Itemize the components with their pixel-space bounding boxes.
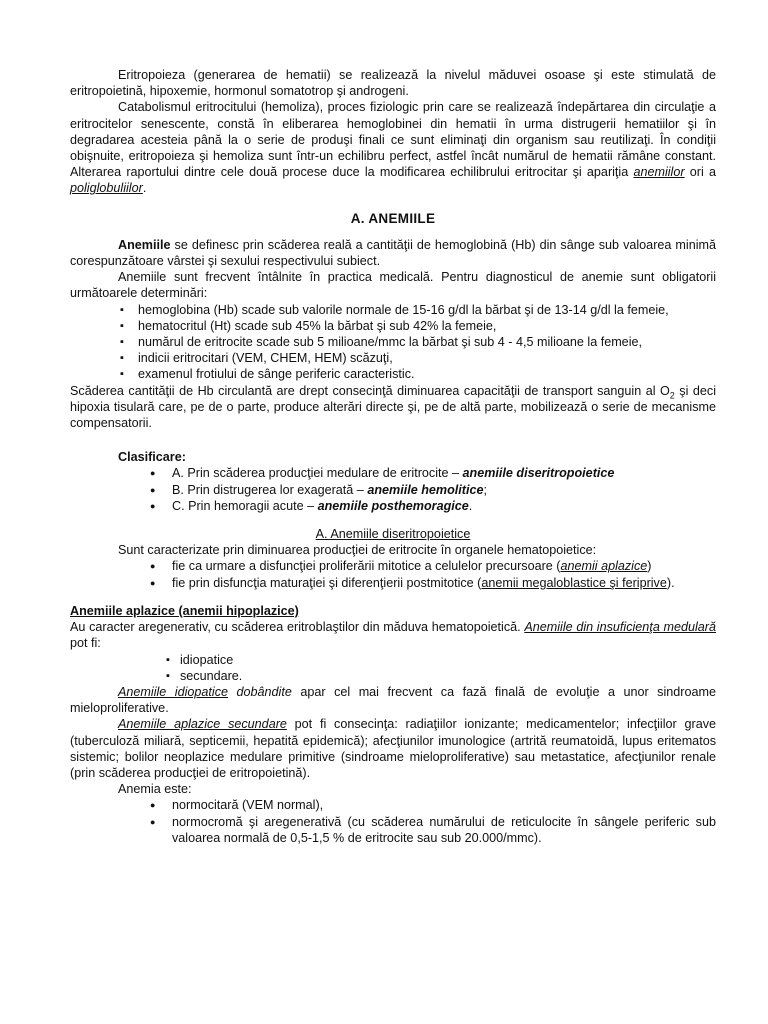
list-item: ▪ hematocritul (Ht) scade sub 45% la bărbat şi sub 42% la femeie, [70, 318, 716, 334]
list-item: ● B. Prin distrugerea lor exagerată – anemiile hemolitice; [70, 482, 716, 498]
aplastic-properties-list [70, 797, 716, 846]
definition-paragraph: Anemiile se definesc prin scăderea reală a cantităţii de hemoglobină (Hb) din sânge sub valoarea minimă corespunzătoare vârstei şi sexului respectivului subiect. [70, 237, 716, 269]
subsection-list [70, 558, 716, 590]
spacer [70, 514, 716, 526]
anemii-link: anemiilor [633, 165, 685, 180]
list-item: ● fie prin disfuncţia maturaţiei şi diferenţierii postmitotice (anemii megaloblastice şi feriprive). [70, 575, 716, 591]
list-item: ● C. Prin hemoragii acute – anemiile posthemoragice. [70, 498, 716, 514]
aplastic-types-list [70, 652, 716, 684]
subsection-intro: Sunt caracterizate prin diminuarea producţiei de eritrocite în organele hematopoietice: [118, 543, 597, 558]
list-item: ▪ secundare. [70, 668, 716, 684]
list-item: ● fie ca urmare a disfuncţiei proliferării mitotice a celulelor precursoare (anemii aplazice) [70, 558, 716, 574]
aplastic-paragraph-1: Au caracter aregenerativ, cu scăderea eritroblaştilor din măduva hematopoietică. Anemiile din insuficienţa medulară pot fi: [70, 620, 717, 651]
hb-paragraph: Scăderea cantităţii de Hb circulantă are drept consecinţă diminuarea capacităţii de transport sanguin al $O_2$ şi deci hipoxia tisulară care, pe de o parte, produce alterări directe şi, pe de altă parte, mobilizează o serie de mecanisme compensatorii. [70, 383, 716, 431]
aplastic-title: Anemiile aplazice (anemii hipoplazice) [70, 603, 299, 618]
aplastic-paragraph-3: Anemiile aplazice secundare pot fi consecinţa: radiaţiilor ionizante; medicamentelor; infecţiilor grave (tuberculoză miliară, septicemii, hepatită epidemică); afecţiunilor imunologice (artrită reumatoidă, lupus eritematos sistemic; bolilor neoplazice medulare primitive (sindroame mieloproliferative) sau metastatice, afecţiunilor renale (prin scăderea producţiei de eritropoietină). [70, 717, 716, 780]
list-item: ● normocromă şi aregenerativă (cu scăderea numărului de reticulocite în sângele periferic sub valoarea normală de 0,5-1,5 % de eritrocite sau sub 20.000/mmc). [70, 814, 716, 846]
aplastic-paragraph-4: Anemia este: [118, 782, 192, 797]
classification-list [70, 465, 716, 514]
list-item: ▪ hemoglobina (Hb) scade sub valorile normale de 15-16 g/dl la bărbat şi de 13-14 g/dl la femeie, [70, 302, 716, 318]
spacer [70, 431, 716, 449]
intro-paragraph-1: Eritropoieza (generarea de hematii) se realizează la nivelul măduvei osoase şi este stimulată de eritropoietină, hipoxemie, hormonul somatotrop şi androgeni. [70, 68, 716, 99]
spacer [70, 591, 716, 603]
aplastic-paragraph-2: Anemiile idiopatice dobândite apar cel mai frecvent ca fază finală de evoluţie a unor sindroame mieloproliferative. [70, 684, 716, 716]
list-item: ▪ examenul frotiului de sânge periferic caracteristic. [70, 366, 716, 382]
section-title: A. ANEMIILE [350, 210, 436, 226]
diagnosis-paragraph: Anemiile sunt frecvent întâlnite în practica medicală. Pentru diagnosticul de anemie sunt obligatorii următoarele determinări: [70, 270, 716, 301]
subsection-title: A. Anemiile diseritropoietice [315, 527, 471, 542]
list-item: ● A. Prin scăderea producţiei medulare de eritrocite – anemiile diseritropoietice [70, 465, 716, 481]
document-page [70, 67, 716, 846]
classification-title: Clasificare: [118, 450, 186, 465]
list-item: ▪ numărul de eritrocite scade sub 5 milioane/mmc la bărbat şi sub 4 - 4,5 milioane la femeie, [70, 334, 716, 350]
diagnosis-list [70, 302, 716, 383]
list-item: ▪ indicii eritrocitari (VEM, CHEM, HEM) scăzuţi, [70, 350, 716, 366]
poliglobulii-link: poliglobuliilor [70, 181, 143, 196]
list-item: ● normocitară (VEM normal), [70, 797, 716, 813]
intro-paragraph-2: Catabolismul eritrocitului (hemoliza), proces fiziologic prin care se realizează îndepărtarea din circulaţie a eritrocitelor senescente, constă în eliberarea hemoglobinei din hematii în urma distrugerii hematiilor şi în degradarea acesteia până la o serie de produşi finali ce sunt eliminaţi din organism sau reutilizaţi. În condiţii obişnuite, eritropoieza şi hemoliza sunt într-un echilibru perfect, astfel încât numărul de hematii rămâne constant. Alterarea raportului dintre cele două procese duce la modificarea echilibrului eritrocitar şi apariţia anemiilor ori a poliglobuliilor. [70, 100, 716, 196]
list-item: ▪ idiopatice [70, 652, 716, 668]
